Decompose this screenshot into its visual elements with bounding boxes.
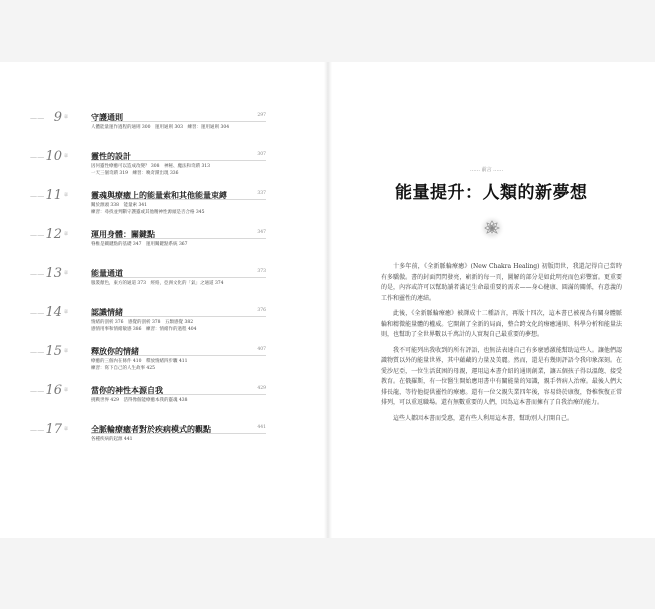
ornament-dash-icon: — — — [30, 192, 44, 200]
ornament-dash-icon: — — — [30, 348, 44, 356]
subtopic-line: 療癒的三個內在條件 410 釋放情緒四步驟 411 — [91, 359, 188, 364]
chapter-rule — [91, 355, 266, 356]
chapter-number: 10 — [45, 149, 62, 164]
chapter-page-number: 407 — [257, 347, 266, 352]
subtopic-line: 情緒的剖析 376 感覺的剖析 378 五類感覺 382 — [91, 320, 194, 325]
chapter-label: 章 — [64, 309, 68, 314]
chapter-label: 章 — [64, 387, 68, 392]
preface-paragraph: 十多年前，《全新脈輪療癒》(New Chakra Healing) 初版問世，我還記得自己當時有多驕傲。書的封面閃閃發亮，嶄新的每一頁，圖解的部分是如此明亮而色彩豐富。更重要的是，內容或許可以幫助讀者滿足生命最重要的需求——身心健康、圓滿的關係，有意義的工作和靈性的連結。 — [381, 263, 622, 302]
chapter-label: 章 — [64, 348, 68, 353]
chapter-number: 16 — [45, 383, 62, 398]
subtopic-line: 脊椎是關鍵點的基礎 347 運用關鍵點系統 367 — [91, 242, 188, 247]
chapter-title: 靈魂與療癒上的能量索和其他能量束縛 — [91, 190, 227, 200]
chapter-subtopics — [91, 124, 266, 131]
toc-entry[interactable] — [30, 190, 266, 229]
chapter-rule — [91, 238, 266, 239]
preface-heading: 能量提升：人類的新夢想 — [395, 183, 588, 203]
chapter-title: 當你的神性本源自我 — [91, 385, 163, 395]
chapter-rule — [91, 433, 266, 434]
ornament-dash-icon: — — — [30, 231, 44, 239]
subtopic-line: 練習：尋找並判斷守護靈或其他精神性源頭是否合格 345 — [91, 210, 205, 215]
chapter-number: 14 — [45, 305, 62, 320]
preface-paragraph: 這些人都因本書而受惠，還有些人利用這本書，幫助別人打開自己。 — [393, 414, 574, 422]
chapter-label: 章 — [64, 270, 68, 275]
chapter-subtopics — [91, 163, 266, 177]
subtopic-line: 關於源頭 338 能量索 341 — [91, 203, 148, 208]
book-gutter — [324, 62, 332, 538]
chapter-rule — [91, 199, 266, 200]
chapter-page-number: 376 — [257, 308, 266, 313]
toc-entry[interactable] — [30, 385, 266, 424]
table-of-contents — [30, 112, 266, 463]
chapter-label: 章 — [64, 114, 68, 119]
chapter-label: 章 — [64, 231, 68, 236]
ornament-dash-icon: — — — [30, 426, 44, 434]
chapter-title: 全脈輪療癒者對於疾病模式的觀點 — [91, 424, 211, 434]
preface-kicker: …… 前言 …… — [470, 167, 504, 173]
ornament-dash-icon: — — — [30, 153, 44, 161]
subtopic-line: 各種疾病的起源 441 — [91, 437, 133, 442]
chapter-page-number: 373 — [257, 269, 266, 274]
toc-entry[interactable] — [30, 424, 266, 463]
subtopic-line: 一天三個奇蹟 319 練習：喚奇蹟出現 336 — [91, 171, 179, 176]
subtopic-line: 服裝顏色，東方的通道 373 經絡，亞洲文化的「氣」之通道 374 — [91, 281, 224, 286]
preface-body — [381, 262, 622, 429]
chapter-subtopics — [91, 319, 266, 333]
chapter-label: 章 — [64, 153, 68, 158]
chapter-number: 9 — [53, 110, 62, 125]
subtopic-line: 因何靈性療癒可以造成改變？ 308 神秘、魔法和奇蹟 313 — [91, 164, 211, 169]
toc-entry[interactable] — [30, 112, 266, 151]
ornament-dash-icon: — — — [30, 387, 44, 395]
chapter-page-number: 441 — [257, 425, 266, 430]
chapter-subtopics — [91, 241, 266, 248]
chapter-number: 17 — [45, 422, 62, 437]
toc-entry[interactable] — [30, 268, 266, 307]
chapter-rule — [91, 394, 266, 395]
toc-entry[interactable] — [30, 346, 266, 385]
chapter-title: 靈性的設計 — [91, 151, 131, 161]
chapter-number: 13 — [45, 266, 62, 281]
chapter-label: 章 — [64, 192, 68, 197]
chapter-title: 運用身體：關鍵點 — [91, 229, 155, 239]
chapter-label: 章 — [64, 426, 68, 431]
chapter-title: 認識情緒 — [91, 307, 123, 317]
chapter-rule — [91, 316, 266, 317]
chapter-page-number: 297 — [257, 113, 266, 118]
subtopic-line: 人體能量運作過程的通則 300 運用通則 303 練習：運用通則 304 — [91, 125, 230, 130]
chapter-number: 15 — [45, 344, 62, 359]
chapter-rule — [91, 277, 266, 278]
subtopic-line: 練習：寫下自己的人生故事 425 — [91, 366, 156, 371]
chapter-page-number: 337 — [257, 191, 266, 196]
chapter-number: 11 — [45, 188, 62, 203]
chapter-page-number: 307 — [257, 152, 266, 157]
preface-paragraph: 我不可能列出我收到的所有評語，也無法表達自己有多麼感激能幫助這些人。讓他們認識物質以外的能量世界，其中蘊藏的力量及美麗。然而，還是有幾則評語令我印象深刻。在愛沙尼亞，一位生活貧困的母親，運用這本書介紹的通則創業，讓五個孩子得以溫飽、接受教育。在俄羅斯，有一位醫生開始應用書中有關能量的知識，親手替病人治療。最後人們大排長龍，等待他提供靈性的療癒。還有一位父親失業四年後，容易終於康復，脊椎恢復正常排列，可以重返職場。還有無數重要的人們，因為這本書而擁有了自我治療的能力。 — [381, 346, 622, 406]
chapter-title: 釋放你的情緒 — [91, 346, 139, 356]
preface-paragraph: 此後，《全新脈輪療癒》被譯成十二種語言，再版十四次，這本書已被視為有關身體脈輪和精微能量體的權威。它開創了全新的局面，整合跨文化的療癒通則、科學分析和能量法則，也幫助了全世界數以千萬計的人實現自己最重要的夢想。 — [381, 310, 622, 338]
chapter-rule — [91, 160, 266, 161]
toc-entry[interactable] — [30, 151, 266, 190]
subtopic-line: 感情用事和情緒敏感 386 練習：情緒作的過程 404 — [91, 327, 197, 332]
toc-entry[interactable] — [30, 229, 266, 268]
ornament-dash-icon: — — — [30, 309, 44, 317]
chapter-title: 能量通道 — [91, 268, 123, 278]
chapter-subtopics — [91, 202, 266, 216]
ornament-dash-icon: — — — [30, 114, 44, 122]
chapter-subtopics — [91, 436, 266, 443]
chapter-page-number: 347 — [257, 230, 266, 235]
chapter-number: 12 — [45, 227, 62, 242]
chapter-title: 守護通則 — [91, 112, 123, 122]
ornament-dash-icon: — — — [30, 270, 44, 278]
chapter-rule — [91, 121, 266, 122]
chapter-subtopics — [91, 280, 266, 287]
toc-entry[interactable] — [30, 307, 266, 346]
chapter-page-number: 429 — [257, 386, 266, 391]
chapter-subtopics — [91, 358, 266, 372]
lotus-emblem-icon — [478, 214, 506, 242]
subtopic-line: 挑戰世界 429 活得像個能療癒本我的靈魂 438 — [91, 398, 188, 403]
chapter-subtopics — [91, 397, 266, 404]
